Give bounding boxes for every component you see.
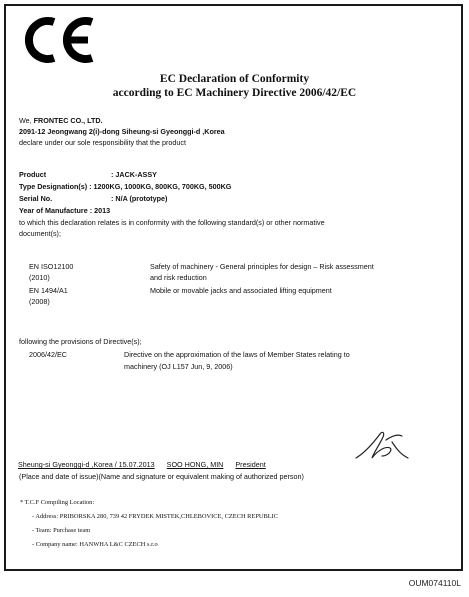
serial-value: : N/A (prototype) (111, 194, 168, 203)
manufacturer-line (19, 116, 103, 125)
standard-code: EN ISO12100 (29, 262, 74, 271)
product-label: Product (19, 170, 47, 179)
directive-intro: following the provisions of Directive(s); (19, 337, 142, 346)
type-value: : 1200KG, 1000KG, 800KG, 700KG, 500KG (87, 182, 232, 191)
signatory-name: SOO HONG, MIN (166, 460, 224, 469)
tcf-heading: * T.C.F Compiling Location: (20, 499, 95, 506)
handwritten-signature (352, 428, 410, 466)
type-row (19, 182, 231, 191)
place-date: Sheung-si Gyeonggi-d ,Korea / 15.07.2013 (18, 460, 155, 469)
standard-description: Mobile or movable jacks and associated lifting equipment (150, 286, 332, 295)
product-value: : JACK-ASSY (111, 170, 157, 179)
tcf-address: - Address: PRIBORSKA 280, 739 42 FRYDEK MISTEK,CHLEBOVICE, CZECH REPUBLIC (32, 513, 279, 520)
product-row (19, 170, 157, 179)
signatory-title: President (235, 460, 266, 469)
standard-year: (2008) (29, 297, 50, 306)
standard-year: (2010) (29, 273, 50, 282)
directive-description: Directive on the approximation of the laws of Member States relating to (124, 350, 350, 359)
directive-code: 2006/42/EC (29, 350, 67, 359)
declaration-title: EC Declaration of Conformity (159, 73, 310, 85)
serial-row (19, 194, 167, 203)
signature-caption: (Place and date of issue)(Name and signature or equivalent making of authorized person) (19, 472, 304, 481)
year-value: : 2013 (87, 206, 111, 215)
year-label: Year of Manufacture (19, 206, 88, 215)
declaration-subtitle: according to EC Machinery Directive 2006/42/EC (112, 87, 357, 99)
directive-description-cont: machinery (OJ L157 Jun, 9, 2006) (124, 362, 233, 371)
manufacturer-address: 2091-12 Jeongwang 2(i)-dong Siheung-si Gyeonggi-d ,Korea (19, 127, 225, 136)
tcf-team: - Team: Purchase team (32, 527, 91, 534)
declare-statement: declare under our sole responsibility that the product (19, 138, 187, 147)
serial-label: Serial No. (19, 194, 53, 203)
year-row (19, 206, 110, 215)
type-label: Type Designation(s) (19, 182, 88, 191)
ce-mark-logo (20, 14, 100, 66)
manufacturer-prefix: We, (19, 116, 34, 125)
figure-code: OUM074110L (408, 578, 461, 588)
tcf-company: - Company name: HANWHA L&C CZECH s.r.o (32, 541, 158, 548)
standard-description-cont: and risk reduction (150, 273, 207, 282)
conformity-line-2: document(s); (19, 229, 61, 238)
conformity-line-1: to which this declaration relates is in conformity with the following standard(s) or other normative (19, 218, 325, 227)
standard-code: EN 1494/A1 (29, 286, 68, 295)
signature-line (18, 460, 306, 469)
manufacturer-name: FRONTEC CO., LTD. (33, 116, 103, 125)
standard-description: Safety of machinery - General principles for design – Risk assessment (150, 262, 374, 271)
